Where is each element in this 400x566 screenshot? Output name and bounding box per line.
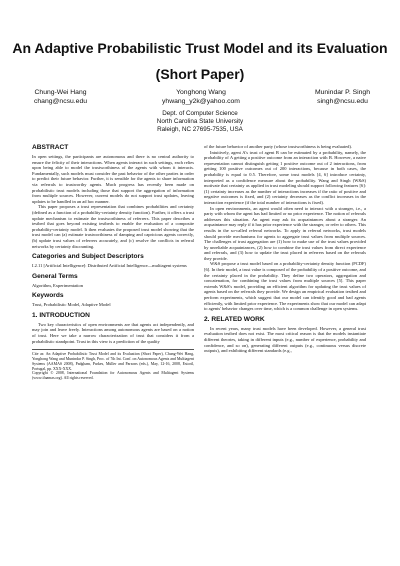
author-email: singh@ncsu.edu bbox=[317, 98, 368, 105]
affiliation-line: Raleigh, NC 27695-7535, USA bbox=[157, 126, 243, 133]
author bbox=[34, 88, 87, 106]
abstract-paragraph: This paper proposes a trust representation that combines probabilities and certainty (defined as a function of a probability-certainty density function). Further, it offers a trust update mechanism to estimate the trustworthiness of referrers. This paper describes a testbed that goes beyond existing testbeds to enable the evaluation of a composite probability-certainty model. It then evaluates the proposed trust model showing that the trust model can (a) estimate trustworthiness of damping and capricious agents correctly, (b) update trust values of referrers accurately, and (c) resolve the conflicts in referral networks by certainty discounting. bbox=[32, 204, 194, 249]
body-paragraph: of the future behavior of another party (whose trustworthiness is being evaluated). bbox=[204, 144, 352, 149]
abstract-heading: ABSTRACT bbox=[32, 144, 69, 151]
paper-subtitle: (Short Paper) bbox=[155, 66, 245, 82]
affiliation bbox=[0, 110, 400, 134]
copyright-text: Copyright © 2008, International Foundation for Autonomous Agents and Multiagent Systems (www.ifaamas.org). All rights reserved. bbox=[32, 371, 194, 381]
keywords-text: Trust, Probabilistic Model, Adaptive Model bbox=[32, 302, 111, 308]
introduction-heading: 1. INTRODUCTION bbox=[32, 311, 90, 319]
body-paragraph: Intuitively, agent A's trust of agent B can be estimated by a probability, namely, the probability of A getting a positive outcome from an interaction with B. However, a naive representation cannot distinguish getting 1 positive outcome out of 2 interactions, from getting 100 positive outcomes out of 200 interactions, because in both cases, the probability is equal to 0.5. Therefore, some trust models [4, 6] introduce certainty, interpreted as a confidence measure about the probability. Wang and Singh (W&S) motivate that certainty as applied in trust modeling should support following features [6]: (1) certainty increases as the number of interactions increases if the ratio of positive and negative outcomes is fixed, and (2) certainty decreases as the conflict increases in the interaction experience (if the total number of interactions is fixed). bbox=[204, 149, 366, 205]
left-column bbox=[32, 144, 194, 381]
author-name: Yonghong Wang bbox=[176, 89, 226, 96]
cite-as-text: Cite as: An Adaptive Probabilistic Trust Model and its Evaluation (Short Paper), Chung-Wei Hang, Yonghong Wang and Munindar P. Singh, Proc. of 7th Int. Conf. on Autonomous Agents and Multiagent Systems (AAMAS 2008), Padgham, Parkes, Müller and Parsons (eds.), May, 12-16, 2008, Estoril, Portugal, pp. XXX-XXX. bbox=[32, 352, 194, 371]
paper-title: An Adaptive Probabilistic Trust Model and its Evaluation bbox=[12, 40, 388, 56]
body-paragraph: W&S propose a trust model based on a probability-certainty density function (PCDF) [6]. In their model, a trust value is composed of the probability of a positive outcome, and the certainty placed in the probability. They define two operators, aggregation and concatenation, for combining the trust values from multiple sources [5]. This paper extends W&S's model, providing an efficient algorithm for updating the trust values of agents based on the referrals they provide. We design an empirical evaluation testbed and perform experiments, which suggest that our model can identify good and bad agents efficiently, with limited prior experience. The experiments show that our model can adapt to agents' behavior changes over time, which is a common challenge in open systems. bbox=[204, 261, 366, 312]
related-work-heading: 2. RELATED WORK bbox=[204, 315, 265, 323]
author bbox=[162, 88, 240, 106]
citation-box bbox=[32, 349, 194, 381]
affiliation-line: Dept. of Computer Science bbox=[162, 110, 238, 117]
author-block bbox=[34, 88, 370, 106]
body-paragraph: In open environments, an agent would often need to interact with a stranger, i.e., a party with whom the agent has had limited or no prior experience. The notion of referrals addresses this situation. An agent may ask its acquaintances about a stranger. An acquaintance may reply if it has prior experience with the stranger, or refer to others. This results in the so-called referral networks. To apply in referral networks, trust models should provide mechanisms for agents to aggregate trust values from multiple sources. The challenges of trust aggregation are (1) how to make use of the trust values provided by unreliable acquaintances, (2) how to combine the trust values from direct experience and referrals, and (3) how to update the trust placed in referrers based on the referrals they provide. bbox=[204, 205, 366, 261]
categories-text: I.2.11 [Artificial Intelligence]: Distributed Artificial Intelligence—multiagent systems bbox=[32, 263, 187, 269]
author-name: Munindar P. Singh bbox=[314, 89, 370, 96]
general-terms-heading: General Terms bbox=[32, 272, 78, 280]
keywords-heading: Keywords bbox=[32, 292, 64, 300]
author-email: yhwang_y2k@yahoo.com bbox=[162, 98, 240, 105]
categories-heading: Categories and Subject Descriptors bbox=[32, 253, 144, 261]
author bbox=[315, 88, 370, 106]
right-column bbox=[204, 144, 366, 354]
general-terms-text: Algorithm, Experimentation bbox=[32, 282, 83, 288]
affiliation-line: North Carolina State University bbox=[156, 118, 244, 125]
abstract-paragraph: In open settings, the participants are autonomous and there is no central authority to ensure the felicity of their interactions. When agents interact in such settings, each relies upon being able to model the trustworthiness of the agents with whom it interacts. Fundamentally, such models must consider the past behavior of the other parties in order to predict their future behavior. Further, it is sensible for the agents to share information via referrals to trustworthy agents. Much progress has recently been made on probabilistic trust models including those that support the aggregation of information from multiple sources. However, current models do not support trust updates, leaving updates to be handled in an ad hoc manner. bbox=[32, 154, 194, 204]
introduction-paragraph: Two key characteristics of open environments are that agents act independently, and may join and leave freely. Interactions among autonomous agents are based on a notion of trust. Here we take a narrow characterization of trust that considers it from a probabilistic standpoint. Trust in this view is a prediction of the quality bbox=[32, 321, 194, 344]
related-work-paragraph: In recent years, many trust models have been developed. However, a general trust evaluation testbed does not exist. The most critical reason is that the models instantiate different theories, taking in different inputs (e.g., number of experience, probability and confidence, and so on), generating different outputs (e.g., continuous versus discrete outputs), and exhibiting different standards (e.g., bbox=[204, 325, 366, 354]
author-name: Chung-Wei Hang bbox=[34, 89, 87, 96]
author-email: chang@ncsu.edu bbox=[34, 98, 88, 105]
